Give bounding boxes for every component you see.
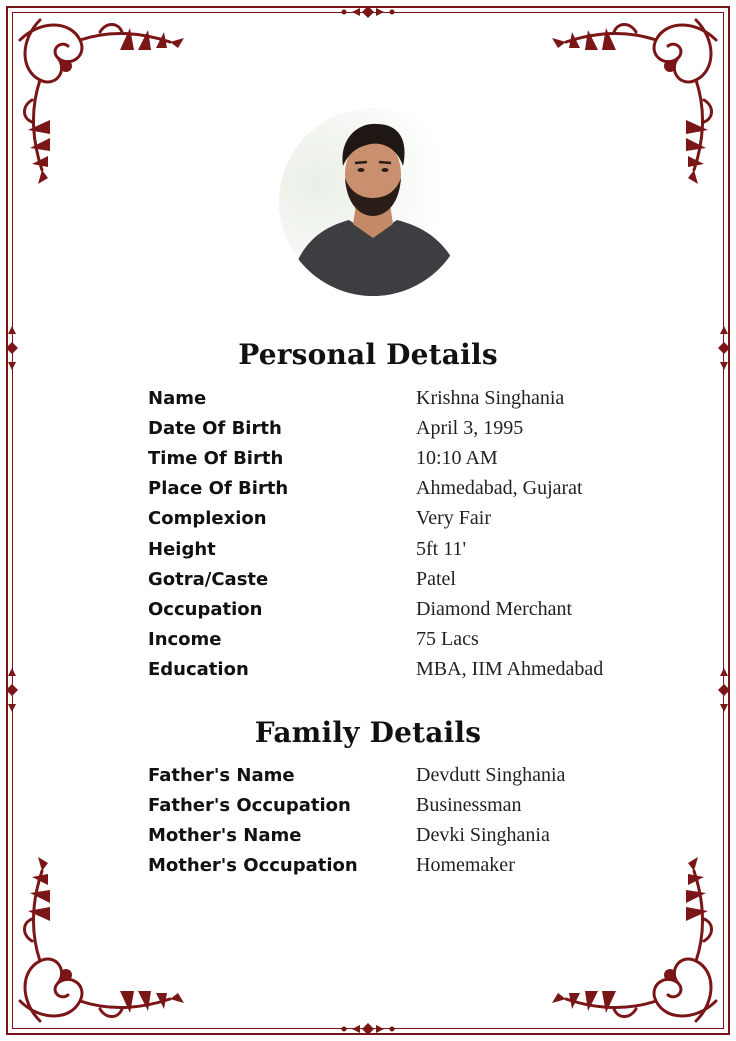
- person-portrait-icon: [279, 108, 467, 296]
- personal-detail-row: [148, 534, 628, 564]
- family-details-list: [148, 760, 628, 881]
- family-details-heading: Family Details: [254, 716, 482, 749]
- personal-detail-label: Height: [148, 538, 216, 560]
- personal-detail-value: Krishna Singhania: [416, 386, 565, 409]
- personal-detail-value: Very Fair: [416, 507, 491, 530]
- family-detail-label: Father's Occupation: [148, 794, 351, 816]
- personal-detail-label: Income: [148, 629, 222, 651]
- bottom-edge-ornament: [338, 1021, 398, 1037]
- personal-detail-label: Occupation: [148, 598, 263, 620]
- personal-detail-value: Ahmedabad, Gujarat: [416, 477, 583, 500]
- family-detail-row: [148, 820, 628, 850]
- family-detail-value: Devdutt Singhania: [416, 763, 566, 786]
- personal-detail-row: [148, 443, 628, 473]
- personal-detail-value: Patel: [416, 567, 456, 590]
- personal-detail-value: 75 Lacs: [416, 628, 479, 651]
- profile-photo: [279, 108, 467, 296]
- personal-detail-row: [148, 504, 628, 534]
- family-detail-value: Homemaker: [416, 854, 515, 877]
- personal-detail-row: [148, 383, 628, 413]
- personal-detail-label: Place Of Birth: [148, 478, 289, 500]
- family-detail-label: Mother's Name: [148, 824, 302, 846]
- personal-detail-value: April 3, 1995: [416, 416, 524, 439]
- family-detail-row: [148, 760, 628, 790]
- left-edge-ornament-lower: [4, 660, 20, 720]
- personal-detail-label: Complexion: [148, 508, 267, 530]
- right-edge-ornament-lower: [716, 660, 732, 720]
- corner-ornament-top-right: [536, 10, 726, 200]
- personal-details-list: [148, 383, 628, 685]
- personal-detail-value: Diamond Merchant: [416, 597, 573, 620]
- personal-detail-row: [148, 413, 628, 443]
- personal-detail-label: Time Of Birth: [148, 447, 284, 469]
- personal-detail-row: [148, 474, 628, 504]
- personal-detail-row: [148, 625, 628, 655]
- personal-detail-label: Name: [148, 387, 207, 409]
- personal-detail-row: [148, 594, 628, 624]
- family-detail-label: Father's Name: [148, 764, 295, 786]
- family-detail-value: Devki Singhania: [416, 823, 550, 846]
- family-detail-label: Mother's Occupation: [148, 855, 358, 877]
- personal-detail-label: Education: [148, 659, 249, 681]
- personal-detail-label: Date Of Birth: [148, 417, 282, 439]
- family-detail-row: [148, 851, 628, 881]
- personal-detail-label: Gotra/Caste: [148, 568, 269, 590]
- family-detail-row: [148, 790, 628, 820]
- personal-detail-row: [148, 564, 628, 594]
- personal-details-heading: Personal Details: [238, 338, 498, 371]
- top-edge-ornament: [338, 4, 398, 20]
- corner-ornament-top-left: [10, 10, 200, 200]
- personal-detail-value: 10:10 AM: [416, 446, 498, 469]
- personal-detail-value: MBA, IIM Ahmedabad: [416, 658, 604, 681]
- personal-detail-row: [148, 655, 628, 685]
- personal-detail-value: 5ft 11': [416, 537, 467, 560]
- family-detail-value: Businessman: [416, 793, 522, 816]
